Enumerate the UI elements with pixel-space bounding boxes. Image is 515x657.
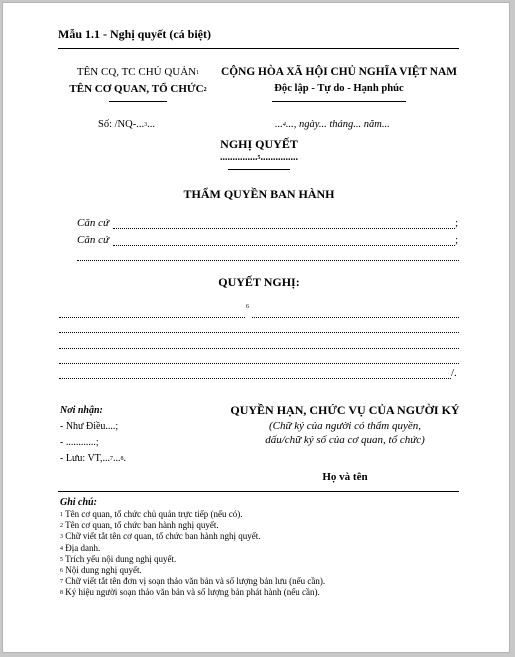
signer-position: QUYỀN HẠN, CHỨC VỤ CỦA NGƯỜI KÝ bbox=[230, 403, 460, 417]
content-line-1a bbox=[59, 317, 245, 318]
content-end: /. bbox=[451, 367, 457, 379]
org-name: TÊN CƠ QUAN, TỔ CHỨC$^2$ bbox=[69, 83, 207, 95]
parent-org-name: TÊN CQ, TC CHỦ QUẢN$^1$ bbox=[76, 66, 200, 78]
document-page bbox=[2, 2, 510, 653]
basis-end-1: ; bbox=[455, 217, 459, 229]
note-item: $^6$ Nội dung nghị quyết. bbox=[60, 565, 142, 576]
recipient-item: - Như Điều....; bbox=[60, 421, 119, 432]
content-line-1b bbox=[252, 317, 459, 318]
recipient-item: - ............; bbox=[60, 437, 99, 448]
summary-underline bbox=[228, 169, 290, 170]
note-item: $^1$ Tên cơ quan, tổ chức chủ quản trực tiếp (nếu có). bbox=[60, 509, 243, 519]
signer-note-2: dấu/chữ ký số của cơ quan, tổ chức) bbox=[265, 434, 425, 446]
notes-title: Ghi chú: bbox=[60, 497, 97, 508]
motto-underline bbox=[272, 101, 406, 102]
content-footnote-6: 6 bbox=[246, 304, 249, 310]
basis-line-2 bbox=[113, 245, 455, 246]
basis-label-1: Căn cứ bbox=[77, 217, 109, 229]
content-line-3 bbox=[59, 348, 459, 349]
basis-label-2: Căn cứ bbox=[77, 234, 109, 246]
note-item: $^2$ Tên cơ quan, tổ chức ban hành nghị quyết. bbox=[60, 520, 219, 531]
document-number: Số: /NQ-...$^3$... bbox=[98, 119, 155, 130]
decide-title: QUYẾT NGHỊ: bbox=[218, 275, 300, 289]
authority-title: THẨM QUYỀN BAN HÀNH bbox=[183, 187, 335, 201]
note-item: $^5$ Trích yếu nội dung nghị quyết. bbox=[60, 553, 177, 564]
note-item: $^3$ Chữ viết tắt tên cơ quan, tổ chức ban hành nghị quyết. bbox=[60, 531, 261, 542]
national-motto: Độc lập - Tự do - Hạnh phúc bbox=[274, 83, 404, 94]
content-line-2 bbox=[59, 332, 459, 333]
form-title: Mẫu 1.1 - Nghị quyết (cá biệt) bbox=[58, 27, 211, 41]
basis-end-2: ; bbox=[455, 234, 459, 246]
basis-line-1 bbox=[113, 228, 455, 229]
signer-note-1: (Chữ ký của người có thẩm quyền, bbox=[269, 420, 421, 432]
basis-line-3 bbox=[77, 260, 459, 261]
place-date: ...$^4$..., ngày... tháng... năm... bbox=[275, 119, 390, 130]
content-line-4 bbox=[59, 363, 459, 364]
content-line-5 bbox=[59, 378, 451, 379]
note-item: $^7$ Chữ viết tắt tên đơn vị soạn thảo văn bản và số lượng bản lưu (nếu cần). bbox=[60, 576, 326, 587]
national-title: CỘNG HÒA XÃ HỘI CHỦ NGHĨA VIỆT NAM bbox=[221, 66, 457, 78]
notes-rule bbox=[58, 491, 459, 492]
recipients-title: Nơi nhận: bbox=[60, 405, 103, 416]
note-item: $^4$ Địa danh. bbox=[60, 542, 101, 553]
document-title: NGHỊ QUYẾT bbox=[220, 137, 298, 151]
recipient-storage: - Lưu: VT,...$^7$...$^8$. bbox=[60, 453, 127, 464]
document-summary: ...............$^5$............... bbox=[220, 152, 298, 163]
org-underline bbox=[109, 101, 167, 102]
note-item: $^8$ Ký hiệu người soạn thảo văn bản và số lượng bản phát hành (nếu cần). bbox=[60, 587, 320, 598]
notes-list bbox=[60, 509, 325, 599]
title-rule bbox=[58, 48, 459, 49]
signer-name: Họ và tên bbox=[322, 471, 368, 483]
